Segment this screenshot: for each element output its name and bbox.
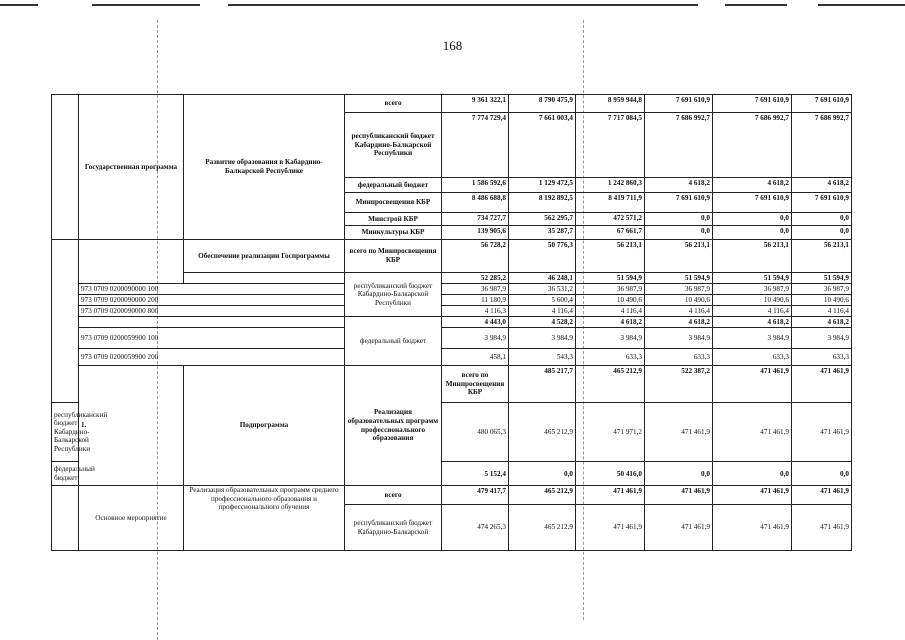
value-cell: 3 984,9 (509, 328, 576, 349)
value-cell: 465 212,9 (509, 505, 576, 551)
value-cell: 471 461,9 (792, 505, 852, 551)
value-cell: 4 618,2 (713, 178, 792, 193)
value-cell: 562 295,7 (509, 213, 576, 226)
value-cell: 458,1 (442, 349, 509, 366)
value-cell: 0,0 (792, 213, 852, 226)
value-cell: 7 691 610,9 (713, 95, 792, 113)
value-cell: 10 490,6 (645, 295, 713, 306)
value-cell: 465 212,9 (576, 366, 645, 403)
value-cell: 5 152,4 (442, 462, 509, 486)
value-cell: 0,0 (713, 462, 792, 486)
value-cell: 465 212,9 (509, 486, 576, 505)
value-cell: 0,0 (645, 226, 713, 240)
value-cell: 0,0 (792, 226, 852, 240)
value-cell: 4 618,2 (576, 317, 645, 328)
value-cell: 7 717 084,5 (576, 113, 645, 178)
value-cell: 46 248,1 (509, 273, 576, 284)
source-cell: Минкультуры КБР (345, 226, 442, 240)
value-cell: 56 213,1 (713, 240, 792, 273)
source-cell: всего (345, 95, 442, 113)
value-cell: 3 984,9 (713, 328, 792, 349)
value-cell: 4 618,2 (645, 317, 713, 328)
table-row (52, 284, 852, 295)
level-cell (79, 240, 184, 284)
value-cell: 8 419 711,9 (576, 193, 645, 213)
value-cell: 633,3 (645, 349, 713, 366)
value-cell: 4 618,2 (713, 317, 792, 328)
table-row (52, 328, 852, 349)
value-cell: 471 461,9 (645, 403, 713, 462)
value-cell: 36 987,9 (713, 284, 792, 295)
value-cell: 50 776,3 (509, 240, 576, 273)
budget-code-cell: 973 0709 0200059900 200 (79, 349, 345, 366)
page-number: 168 (442, 38, 463, 53)
row-number-cell: 1. (79, 366, 184, 486)
value-cell: 0,0 (713, 226, 792, 240)
value-cell: 51 594,9 (792, 273, 852, 284)
value-cell: 7 691 610,9 (713, 193, 792, 213)
value-cell: 3 984,9 (442, 328, 509, 349)
value-cell: 10 490,6 (713, 295, 792, 306)
num-cell (52, 240, 79, 403)
num-cell (52, 486, 79, 551)
value-cell: 4 116,4 (713, 306, 792, 317)
source-cell: республиканский бюджет Кабардино-Балкарской (345, 505, 442, 551)
value-cell: 485 217,7 (509, 366, 576, 403)
source-cell: всего по Минпросвещения КБР (345, 240, 442, 273)
value-cell: 4 116,3 (442, 306, 509, 317)
budget-code-cell: 973 0709 0200090000 200 (79, 295, 345, 306)
source-cell: Минпросвещения КБР (345, 193, 442, 213)
table-row (52, 306, 852, 317)
program-title-cell: Обеспечение реализации Госпрограммы (184, 240, 345, 273)
value-cell: 471 461,9 (792, 403, 852, 462)
value-cell: 734 727,7 (442, 213, 509, 226)
value-cell: 56 728,2 (442, 240, 509, 273)
value-cell: 471 971,2 (576, 403, 645, 462)
program-title-cell: Развитие образования в Кабардино-Балкарской Республике (184, 95, 345, 240)
value-cell: 10 490,6 (792, 295, 852, 306)
budget-table (51, 94, 852, 551)
value-cell: 471 461,9 (713, 505, 792, 551)
table-row (52, 317, 852, 328)
level-cell: Государственная программа (79, 95, 184, 240)
value-cell: 7 691 610,9 (645, 95, 713, 113)
value-cell: 56 213,1 (645, 240, 713, 273)
value-cell: 1 586 592,6 (442, 178, 509, 193)
table-row (52, 366, 852, 403)
value-cell: 36 987,9 (645, 284, 713, 295)
program-title-cell: Реализация образовательных программ среднего профессионального образования и профессионального обучения (184, 486, 345, 551)
value-cell: 3 984,9 (576, 328, 645, 349)
value-cell: 7 774 729,4 (442, 113, 509, 178)
value-cell: 7 691 610,9 (792, 193, 852, 213)
value-cell: 8 790 475,9 (509, 95, 576, 113)
value-cell: 480 065,3 (442, 403, 509, 462)
value-cell: 471 461,9 (645, 486, 713, 505)
value-cell: 471 461,9 (713, 366, 792, 403)
value-cell: 7 661 003,4 (509, 113, 576, 178)
table-row (52, 349, 852, 366)
value-cell: 139 905,6 (442, 226, 509, 240)
value-cell: 1 129 472,5 (509, 178, 576, 193)
value-cell: 7 686 992,7 (713, 113, 792, 178)
table-row (52, 240, 852, 273)
value-cell: 35 287,7 (509, 226, 576, 240)
level-cell: Подпрограмма (184, 366, 345, 486)
source-cell: всего по Минпросвещения КБР (442, 366, 509, 403)
value-cell: 633,3 (576, 349, 645, 366)
value-cell: 50 416,0 (576, 462, 645, 486)
value-cell: 67 661,7 (576, 226, 645, 240)
value-cell: 522 387,2 (645, 366, 713, 403)
value-cell: 465 212,9 (509, 403, 576, 462)
table-row (52, 486, 852, 505)
source-cell: республиканский бюджет Кабардино-Балкарской Республики (345, 113, 442, 178)
value-cell: 7 691 610,9 (645, 193, 713, 213)
table-row (52, 95, 852, 113)
header-rule-2 (92, 4, 200, 6)
source-cell: республиканский бюджет Кабардино-Балкарской Республики (52, 403, 79, 462)
value-cell: 56 213,1 (576, 240, 645, 273)
value-cell: 11 180,9 (442, 295, 509, 306)
value-cell: 36 987,9 (576, 284, 645, 295)
value-cell: 474 265,3 (442, 505, 509, 551)
value-cell: 4 618,2 (645, 178, 713, 193)
value-cell: 36 987,9 (792, 284, 852, 295)
level-cell: Основное мероприятие (79, 486, 184, 551)
value-cell: 471 461,9 (645, 505, 713, 551)
value-cell: 52 285,2 (442, 273, 509, 284)
header-rule-3 (228, 4, 698, 6)
value-cell: 51 594,9 (645, 273, 713, 284)
source-cell: федеральный бюджет (52, 462, 79, 486)
budget-code-cell (184, 273, 345, 284)
value-cell: 0,0 (509, 462, 576, 486)
value-cell: 8 486 688,8 (442, 193, 509, 213)
value-cell: 56 213,1 (792, 240, 852, 273)
value-cell: 7 686 992,7 (792, 113, 852, 178)
budget-code-cell: 973 0709 0200059900 100 (79, 328, 345, 349)
source-cell: республиканский бюджет Кабардино-Балкарской Республики (345, 273, 442, 317)
source-cell: федеральный бюджет (345, 178, 442, 193)
value-cell: 9 361 322,1 (442, 95, 509, 113)
value-cell: 36 987,9 (442, 284, 509, 295)
value-cell: 4 116,4 (792, 306, 852, 317)
value-cell: 3 984,9 (792, 328, 852, 349)
source-cell: федеральный бюджет (345, 317, 442, 366)
value-cell: 471 461,9 (576, 486, 645, 505)
budget-code-cell (79, 317, 345, 328)
value-cell: 3 984,9 (645, 328, 713, 349)
value-cell: 471 461,9 (792, 366, 852, 403)
value-cell: 8 192 892,5 (509, 193, 576, 213)
value-cell: 0,0 (713, 213, 792, 226)
value-cell: 7 686 992,7 (645, 113, 713, 178)
value-cell: 0,0 (792, 462, 852, 486)
value-cell: 471 461,9 (713, 486, 792, 505)
value-cell: 543,3 (509, 349, 576, 366)
value-cell: 4 116,4 (576, 306, 645, 317)
value-cell: 8 959 944,8 (576, 95, 645, 113)
table-row (52, 295, 852, 306)
value-cell: 4 116,4 (645, 306, 713, 317)
value-cell: 1 242 860,3 (576, 178, 645, 193)
source-cell: Минстрой КБР (345, 213, 442, 226)
value-cell: 471 461,9 (576, 505, 645, 551)
value-cell: 4 443,0 (442, 317, 509, 328)
value-cell: 5 600,4 (509, 295, 576, 306)
value-cell: 633,3 (792, 349, 852, 366)
value-cell: 4 116,4 (509, 306, 576, 317)
value-cell: 4 618,2 (792, 317, 852, 328)
budget-code-cell: 973 0709 0200090000 100 (79, 284, 345, 295)
value-cell: 471 461,9 (713, 403, 792, 462)
value-cell: 0,0 (645, 462, 713, 486)
value-cell: 51 594,9 (576, 273, 645, 284)
header-rule-4 (725, 4, 787, 6)
value-cell: 471 461,9 (792, 486, 852, 505)
value-cell: 51 594,9 (713, 273, 792, 284)
value-cell: 472 571,2 (576, 213, 645, 226)
value-cell: 10 490,6 (576, 295, 645, 306)
value-cell: 7 691 610,9 (792, 95, 852, 113)
value-cell: 4 528,2 (509, 317, 576, 328)
value-cell: 0,0 (645, 213, 713, 226)
value-cell: 633,3 (713, 349, 792, 366)
value-cell: 36 531,2 (509, 284, 576, 295)
program-title-cell: Реализация образовательных программ профессионального образования (345, 366, 442, 486)
header-rule-1 (0, 4, 38, 6)
budget-code-cell: 973 0709 0200090000 800 (79, 306, 345, 317)
value-cell: 4 618,2 (792, 178, 852, 193)
source-cell: всего (345, 486, 442, 505)
value-cell: 479 417,7 (442, 486, 509, 505)
num-cell (52, 95, 79, 240)
header-rule-5 (818, 4, 905, 6)
